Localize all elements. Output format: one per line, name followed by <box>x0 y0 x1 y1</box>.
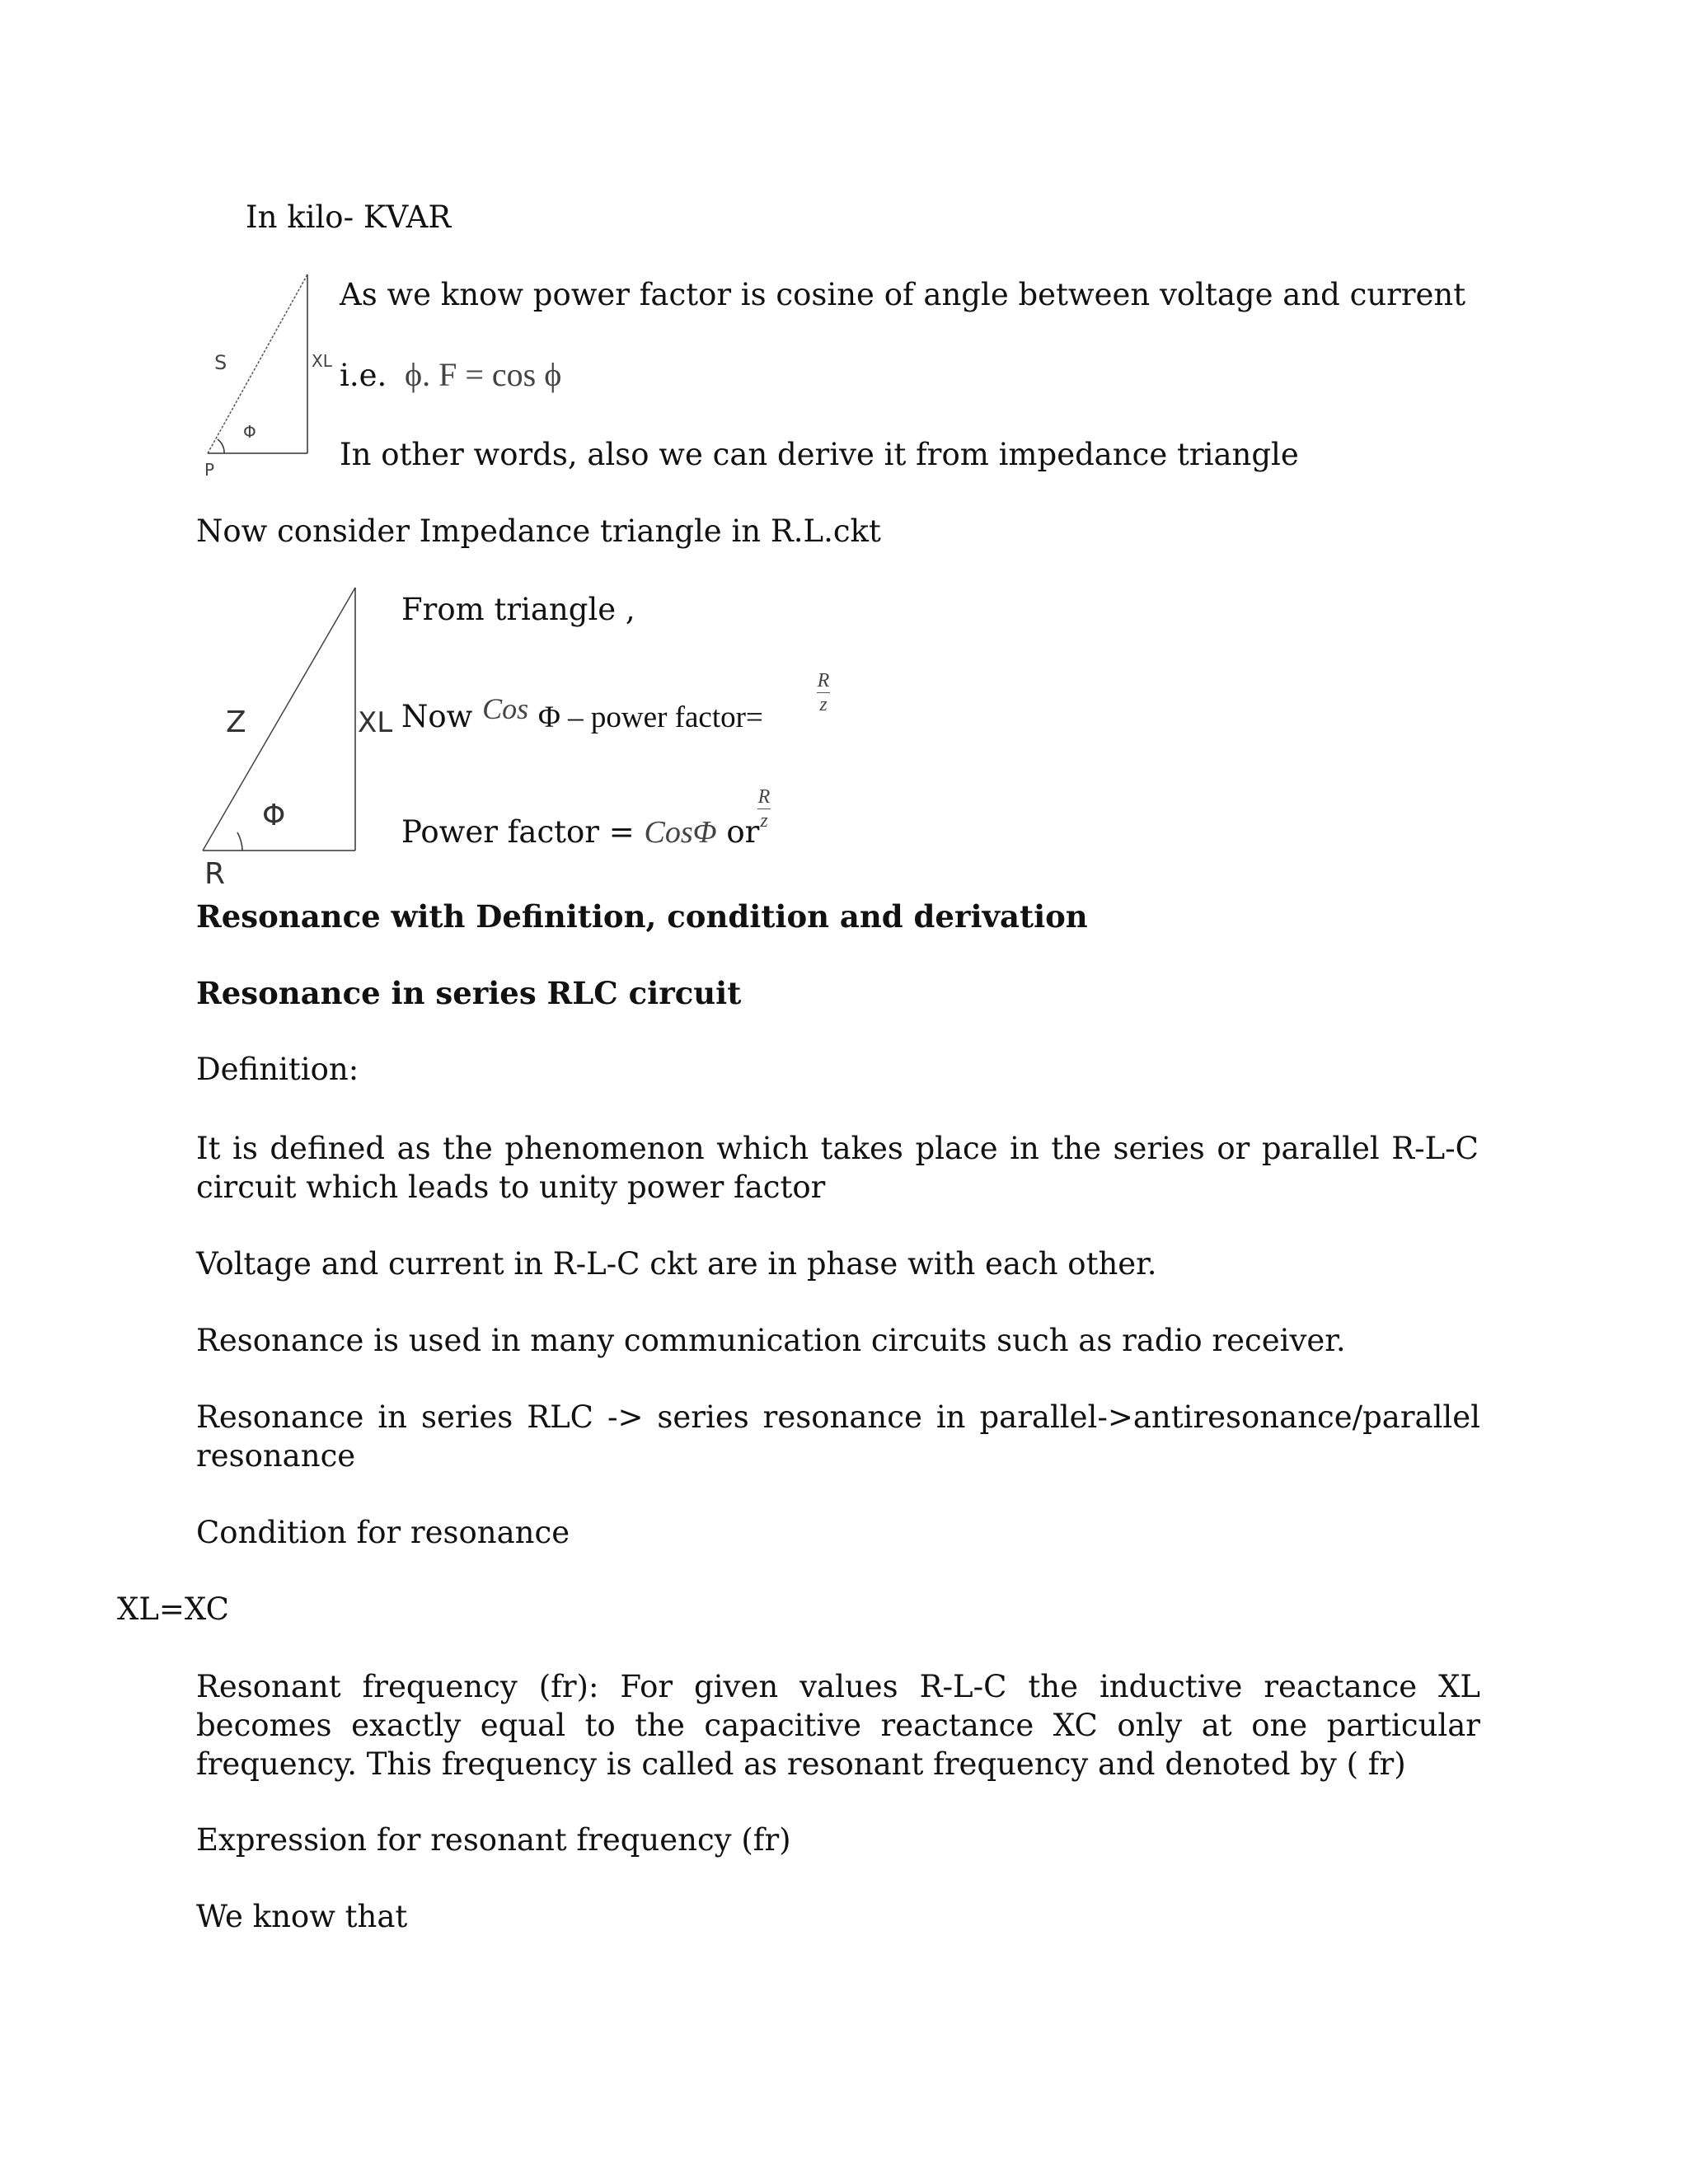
triangle2-side-label: XL <box>358 706 393 739</box>
impedance-triangle-diagram <box>190 581 404 894</box>
ie-formula: ϕ. F = cos ϕ <box>405 356 562 393</box>
ie-line <box>340 355 561 396</box>
kilo-kvar-line: In kilo- KVAR <box>246 199 452 235</box>
power-factor-line <box>401 813 759 852</box>
or-word: or <box>716 814 760 850</box>
power-triangle-diagram <box>190 268 342 482</box>
used-in-line: Resonance is used in many communication circuits such as radio receiver. <box>196 1323 1346 1358</box>
fraction-r-over-z-2 <box>757 787 771 831</box>
phi-power-factor: Φ – power factor= <box>537 701 763 734</box>
now-consider-line: Now consider Impedance triangle in R.L.ckt <box>196 513 881 549</box>
fraction-numerator: R <box>817 670 830 691</box>
triangle1-hyp-label: S <box>214 351 227 374</box>
other-words-line: In other words, also we can derive it from impedance triangle <box>340 437 1299 472</box>
power-factor-intro: As we know power factor is cosine of angle between voltage and current <box>340 277 1466 312</box>
from-triangle-line: From triangle , <box>401 592 635 627</box>
resonant-frequency-paragraph: Resonant frequency (fr): For given values R-L-C the inductive reactance XL becomes exactly equal to the capacitive reactance XC only at one particular frequency. This frequency is called as resonant frequency and denoted by ( fr) <box>196 1669 1480 1782</box>
fraction-bar <box>757 808 771 809</box>
we-know-line: We know that <box>196 1899 408 1934</box>
triangle2-hyp-label: Z <box>226 705 246 739</box>
heading-series-rlc: Resonance in series RLC circuit <box>196 975 742 1011</box>
fraction-denominator: z <box>760 810 768 832</box>
angle-arc <box>237 832 242 851</box>
angle-arc <box>218 439 224 453</box>
definition-label: Definition: <box>196 1052 359 1087</box>
series-parallel-paragraph: Resonance in series RLC -> series resonance in parallel->antiresonance/parallel resonance <box>196 1399 1480 1474</box>
voltage-phase-line: Voltage and current in R-L-C ckt are in phase with each other. <box>196 1246 1157 1282</box>
pf-label: Power factor = <box>401 814 645 850</box>
fraction-denominator: z <box>819 694 828 715</box>
fraction-bar <box>817 692 830 693</box>
heading-resonance: Resonance with Definition, condition and derivation <box>196 898 1088 935</box>
fraction-numerator: R <box>757 786 771 808</box>
cos-word: Cos <box>482 692 529 725</box>
ie-label: i.e. <box>340 358 387 393</box>
triangle1-angle-label: Φ <box>243 422 256 442</box>
definition-paragraph: It is defined as the phenomenon which takes place in the series or parallel R-L-C circuit which leads to unity power factor <box>196 1131 1479 1205</box>
now-word: Now <box>401 699 473 734</box>
cos-phi: CosΦ <box>644 815 717 850</box>
fraction-r-over-z-1 <box>817 671 830 715</box>
now-cos-line <box>401 692 763 738</box>
triangle2-angle-label: Φ <box>262 799 286 832</box>
expression-label: Expression for resonant frequency (fr) <box>196 1822 791 1858</box>
triangle2-base-label: R <box>204 857 226 891</box>
xl-equals-xc: XL=XC <box>117 1591 229 1627</box>
condition-label: Condition for resonance <box>196 1515 570 1550</box>
triangle1-base-label: P <box>204 460 215 480</box>
triangle1-side-label: XL <box>312 351 332 371</box>
